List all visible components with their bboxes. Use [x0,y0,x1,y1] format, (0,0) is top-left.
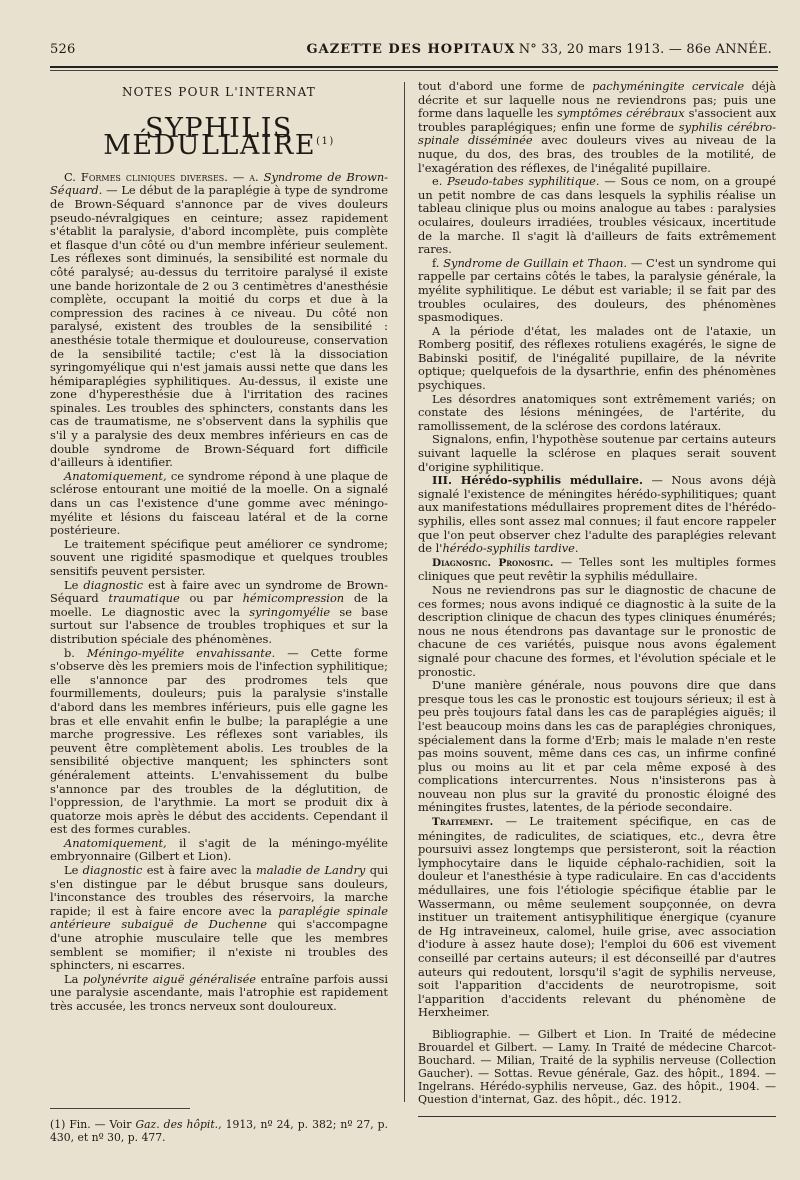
paragraph: Signalons, enfin, l'hypothèse soutenue par certains auteurs suivant laquelle la sclérose en plaques serait souvent d'origine syphilitique. [418,432,776,474]
paragraph-text: il s'agit de la méningo-myélite embryonnaire (Gilbert et Lion). [50,835,388,864]
italic-term: Anatomiquement, [64,468,167,483]
paragraph-text: Le [64,863,79,878]
section-kicker: NOTES POUR L'INTERNAT [121,85,317,99]
paragraph-text: avec douleurs vives au niveau de la nuque, du dos, des bras, des troubles de la motilité, de l'exagération des réflexes, de l'inégalité pupillaire. [418,133,776,175]
header-rule-thin [50,70,778,71]
paragraph-text: tout d'abord une forme de [418,80,585,93]
italic-term: traumatique [108,591,180,606]
italic-term: syphilis cérébro-spinale disséminée [418,119,776,148]
paragraph [418,815,776,1020]
paragraph-text: ou par [189,591,233,606]
bibliography-text: Bibliographie. — Gilbert et Lion. In Traité de médecine Brouardel et Gilbert. — Lamy. In Traité de médecine Charcot-Bouchard. — Milian, Traité de la syphilis nerveuse (Collection Gaucher). — Sottas. Revue générale, Gaz. des hôpit., 1894. — Ingelrans. Hérédo-syphilis nerveuse, Gaz. des hôpit., 1904. — Question d'internat, Gaz. des hôpit., déc. 1912. [418,1027,776,1106]
italic-term: hémicompression [242,591,345,606]
italic-term: Méningo-myélite envahissante. [86,645,276,660]
paragraph [50,864,388,973]
paragraph: A la période d'état, les malades ont de l'ataxie, un Romberg positif, des réflexes rotuliens exagérés, le signe de Babinski positif, de l'inégalité pupillaire, de la névrite optique; quelquefois de la dysarthrie, enfin des phénomènes psychiques. [418,323,776,393]
section-head: Traitement. [432,816,494,829]
paragraph: Les désordres anatomiques sont extrêmement variés; on constate des lésions méningées, de l'artérite, du ramollissement, de la sclérose des cordons latéraux. [418,391,776,433]
paragraph-text: b. [64,645,75,660]
paragraph-text: s'associent aux troubles paraplégiques; enfin une forme de [418,106,776,134]
italic-term: diagnostic [82,863,143,878]
footnote-text: 1913, nº 24, p. 382; nº 27, p. 430, et nº 30, p. 477. [50,1118,388,1145]
italic-term: symptômes cérébraux [556,106,685,121]
paragraph-text: entraîne parfois aussi une paralysie ascendante, mais l'atrophie est rapidement très accusée, les troncs nerveux sont douloureux. [50,971,388,1012]
article-title [50,112,388,162]
paragraph-text: de la moelle. Le diagnostic avec la [50,591,388,619]
header-rule [50,66,778,68]
title-footnote-mark: (1) [316,136,335,148]
paragraph-text: La [64,971,79,986]
right-column [418,80,776,1120]
paragraph [50,973,388,1012]
bibliography [418,1028,776,1106]
running-head [50,42,772,64]
italic-term: hérédo-syphilis tardive. [442,541,579,556]
paragraph-text: — C'est un syndrome qui rappelle par certains côtés le tabes, la paralysie générale, la myélite syphilitique. Le début est variable; il se fait par des troubles oculaires, des douleurs, des phénomènes spasmodiques. [418,255,776,325]
italic-term: paraplégie spinale antérieure subaiguë de Duchenne [50,903,388,932]
subsection-head: C. Formes cliniques diverses. — a. [64,169,259,184]
column-divider [404,82,405,1102]
paragraph [50,837,388,864]
footnote-text: (1) Fin. — Voir [50,1118,132,1131]
paragraph: Nous ne reviendrons pas sur le diagnostic de chacune de ces formes; nous avons indiqué ce diagnostic à la suite de la description clinique de chacun des types cliniques énumérés; nous ne nous étendrons pas davantage sur le pronostic de chacune de ces variétés, puisque nous avons également signalé pour chacune des formes, et l'évolution spéciale et le pronostic. [418,582,776,679]
paragraph-text: — Cette forme s'observe dès les premiers mois de l'infection syphilitique; elle s'annonce par des prodromes tels que fourmillements, douleurs; puis la paralysie s'installe d'abord dans les membres inférieurs, puis elle gagne les bras et elle envahit enfin le bulbe; la paraplégie a une marche progressive. Les réflexes sont variables, ils peuvent être complètement abolis. Les troubles de la sensibilité objective manquent; les sphincters sont généralement atteints. L'envahissement du bulbe s'annonce par des troubles de la déglutition, de l'oppression, de l'arythmie. La mort se produit dix à quatorze mois après le début des accidents. Cependant il est des formes curables. [50,645,388,837]
paragraph-text: — Le début de la paraplégie à type de syndrome de Brown-Séquard s'annonce par de vives douleurs pseudo-névralgiques en ceinture; assez rapidement s'établit la paralysie, d'abord incomplète, puis complète et flasque d'un côté ou d'un membre inférieur seulement. Les réflexes sont diminués, la sensibilité est normale du côté paralysé; au-dessus du territoire paralysé il existe une bande horizontale de 2 ou 3 centimètres d'anesthésie complète, occupant la moitié du corps et due à la compression des racines à ce niveau. Du côté non paralysé, existent des troubles de la sensibilité : anesthésie totale thermique et douloureuse, conservation de la sensibilité tactile; c'est là la dissociation syringomyélique qui n'est jamais aussi nette que dans les hémiparaplégies syphilitiques. Au-dessus, il existe une zone d'hyperesthésie due à l'irritation des racines spinales. Les troubles des sphincters, constants dans les cas de traumatisme, ne s'observent dans la syphilis que s'il y a paralysie des deux membres inférieurs en cas de double syndrome de Brown-Séquard fort difficile d'ailleurs à identifier. [50,183,388,470]
signature-rule [418,1116,776,1117]
footnote-rule [50,1108,190,1109]
italic-term: Syndrome de Guillain et Thaon. [443,255,628,270]
italic-term: pachyméningite cervicale [592,80,745,93]
paragraph [50,647,388,837]
paragraph-text: f. [432,255,440,270]
paragraph [418,80,776,175]
paragraph-text: qui s'en distingue par le début brusque sans douleurs, l'inconstance des troubles des réservoirs, la marche rapide; il est à faire encore avec la [50,863,388,918]
journal-title: GAZETTE DES HOPITAUX [306,42,516,57]
paragraph-text: e. [432,174,443,189]
article-title-text: SYPHILIS MÉDULLAIRE [103,112,317,162]
paragraph-text: est à faire avec la [146,863,252,878]
paragraph [418,257,776,325]
paragraph-text: qui s'accompagne d'une atrophie musculaire telle que les membres semblent se momifier; il n'existe ni troubles des sphincters, ni escarres. [50,917,388,973]
paragraph-text: se base surtout sur l'absence de troubles trophiques et sur la distribution spéciale des phénomènes. [50,604,388,646]
paragraph: Le traitement spécifique peut améliorer ce syndrome; souvent une rigidité spasmodique et quelques troubles sensitifs peuvent persister. [50,536,388,578]
italic-term: syringomyélie [249,604,331,619]
paragraph-text: ce syndrome répond à une plaque de sclérose entourant une moitié de la moelle. On a signalé dans un cas l'existence d'une gomme avec méningo-myélite et lésions du faisceau latéral et de la corne postérieure. [50,468,388,538]
italic-term: polynévrite aiguë généralisée [82,971,257,986]
italic-term: diagnostic [83,577,144,592]
issue-info: N° 33, 20 mars 1913. — 86e ANNÉE. [518,42,772,57]
italic-term: Anatomiquement, [64,835,167,850]
paragraph-text: Le [64,577,79,592]
paragraph [50,470,388,538]
left-column [50,82,388,1012]
section-head: III. Hérédo-syphilis médullaire. [432,473,643,488]
paragraph [418,474,776,556]
paragraph [50,171,388,470]
italic-term: Pseudo-tabes syphilitique. [447,174,600,189]
italic-term: Syndrome de Brown-Séquard. [50,169,388,198]
paragraph [418,556,776,584]
footnote [50,1118,388,1145]
paragraph-text: — Nous avons déjà signalé l'existence de méningites hérédo-syphilitiques; quant aux manifestations médullaires proprement dites de l'hérédo-syphilis, elles sont assez mal connues; il faut encore rappeler que l'on peut observer chez l'adulte des paraplégies relevant de l' [418,473,776,556]
paragraph-text: — Sous ce nom, on a groupé un petit nombre de cas dans lesquels la syphilis réalise un tableau clinique plus ou moins analogue au tabes : paralysies oculaires, douleurs irradiées, troubles vésicaux, incertitude de la marche. Il s'agit là d'ailleurs de faits extrêmement rares. [418,174,776,257]
paragraph-text: — Le traitement spécifique, en cas de méningites, de radiculites, de sciatiques, etc., devra être poursuivi assez longtemps que persisteront, soit la réaction lymphocytaire dans le liquide céphalo-rachidien, soit la douleur et l'anesthésie à type radiculaire. En cas d'accidents médullaires, une fois l'étiologie spécifique établie par le Wassermann, ou même seulement soupçonnée, on devra instituer un traitement antisyphilitique énergique (cyanure de Hg intraveineux, calomel, huile grise, avec association d'iodure à assez haute dose); l'emploi du 606 est vivement conseillé par certains auteurs; il est déconseillé par d'autres auteurs qui redoutent, lorsqu'il s'agit de syphilis nerveuse, soit l'apparition d'accidents de neurotropisme, soit l'apparition d'accidents relevant du phénomène de Herxheimer. [418,814,776,1020]
section-head: Diagnostic. Pronostic. [432,556,554,569]
paragraph-text: est à faire avec un syndrome de Brown-Séquard [50,577,388,606]
page-number: 526 [50,42,76,57]
paragraph [50,579,388,647]
paragraph-text: — Telles sont les multiples formes cliniques que peut revêtir la syphilis médullaire. [418,554,776,584]
paragraph: D'une manière générale, nous pouvons dire que dans presque tous les cas le pronostic est toujours sérieux; il est à peu près toujours fatal dans les cas de paraplégies aiguës; il l'est beaucoup moins dans les cas de paraplégies chroniques, spécialement dans la forme d'Erb; mais le malade n'en reste pas moins souvent, même dans ces cas, un infirme confiné plus ou moins au lit et par cela même exposé à des complications intercurrentes. Nous n'insisterons pas à nouveau non plus sur la gravité du pronostic éloigné des méningites frustes, latentes, de la période secondaire. [418,678,776,815]
paragraph [418,175,776,257]
italic-term: maladie de Landry [256,863,366,878]
italic-term: Gaz. des hôpit., [135,1118,222,1131]
paragraph-text: déjà décrite et sur laquelle nous ne reviendrons pas; puis une forme dans laquelle les [418,80,776,121]
